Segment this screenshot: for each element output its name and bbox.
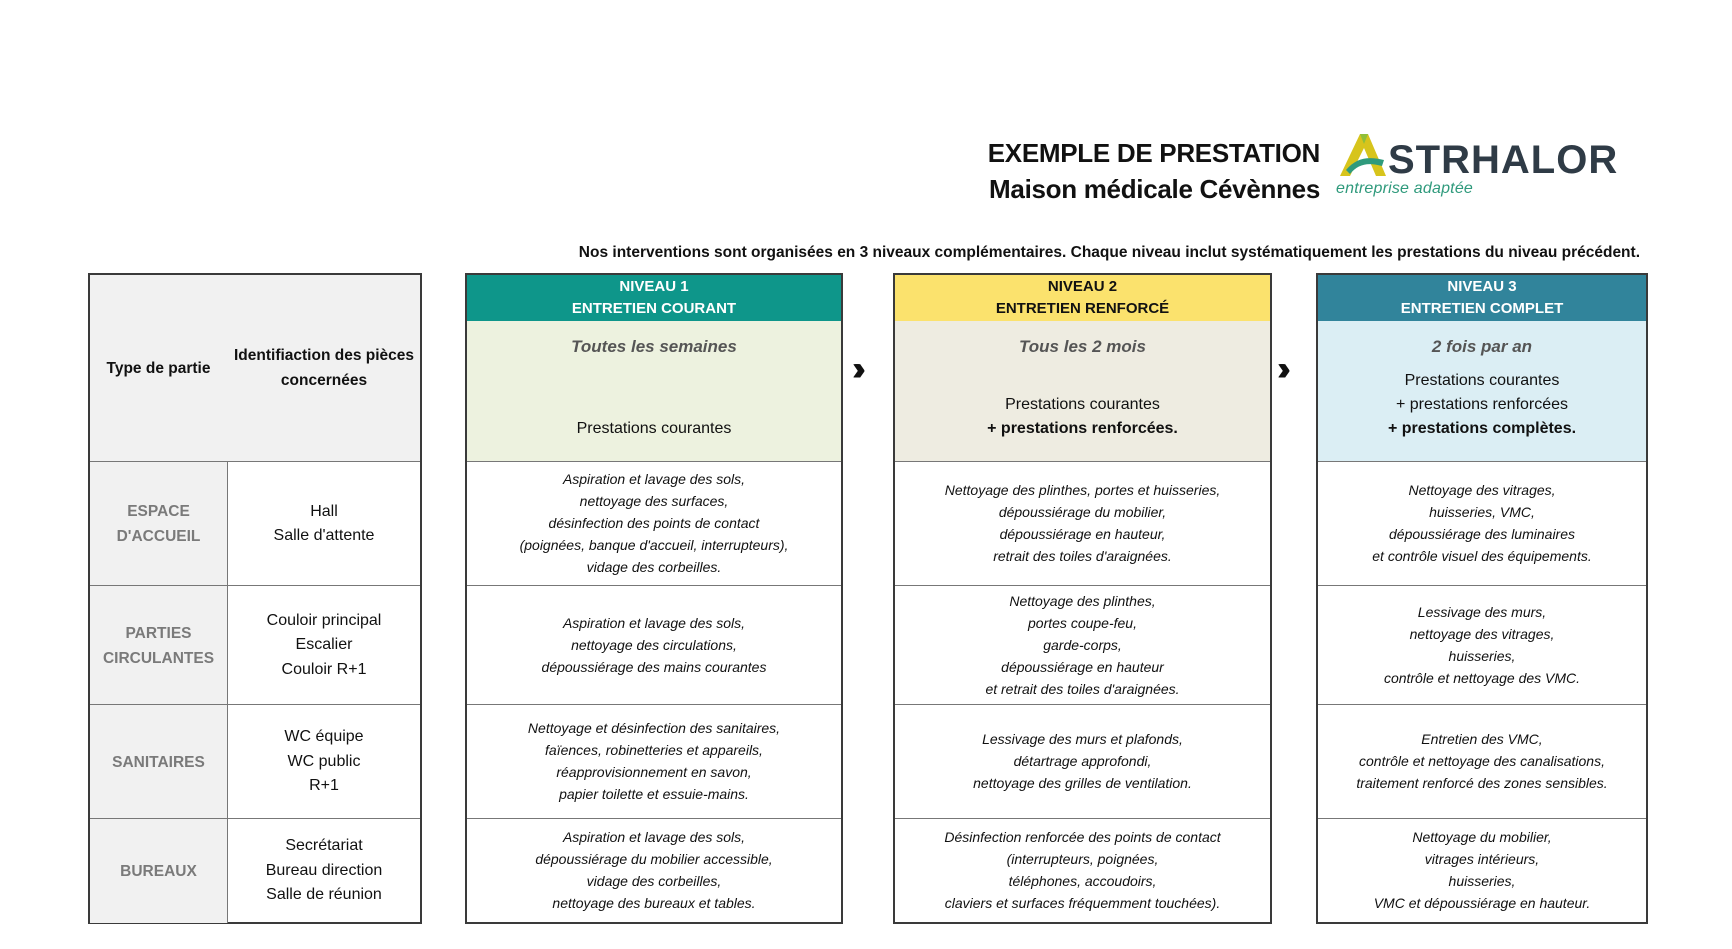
task-line: nettoyage des surfaces, — [579, 493, 729, 509]
header-rooms-label-1: Identifiaction des pièces — [233, 347, 415, 364]
task-line: VMC et dépoussiérage en hauteur. — [1373, 895, 1591, 911]
task-line: nettoyage des bureaux et tables. — [552, 895, 756, 911]
level-task-cell — [895, 818, 1270, 922]
intro-text: Nos interventions sont organisées en 3 niveaux complémentaires. Chaque niveau inclut systématiquement les prestations du niveau précédent. — [578, 244, 1640, 261]
parts-table — [88, 273, 422, 924]
level-header — [895, 275, 1270, 321]
header-rooms — [228, 275, 420, 461]
room-name: Bureau direction — [265, 861, 383, 879]
task-line: Aspiration et lavage des sols, — [562, 829, 746, 845]
level-task-cell — [467, 704, 841, 819]
task-line: Nettoyage du mobilier, — [1412, 829, 1552, 845]
level-task-cell — [1318, 461, 1646, 586]
task-line: désinfection des points de contact — [548, 515, 760, 531]
part-type-line: SANITAIRES — [112, 753, 205, 771]
task-line: retrait des toiles d'araignées. — [993, 548, 1172, 564]
prestation-line: Prestations courantes — [1404, 372, 1560, 389]
level-prestations — [1318, 369, 1646, 441]
logo-tagline: entreprise adaptée — [1336, 180, 1474, 197]
task-line: vidage des corbeilles, — [586, 873, 722, 889]
task-line: détartrage approfondi, — [1013, 753, 1152, 769]
task-line: réapprovisionnement en savon, — [556, 764, 752, 780]
task-line: huisseries, — [1448, 873, 1516, 889]
task-line: nettoyage des vitrages, — [1409, 625, 1555, 642]
level-frequency: Tous les 2 mois — [1019, 337, 1146, 356]
room-name: R+1 — [309, 777, 339, 795]
header-rooms-label-2: concernées — [280, 372, 368, 389]
prestation-line: Prestations courantes — [576, 420, 732, 437]
company-logo — [1336, 128, 1619, 208]
prestation-line: + prestations renforcées — [1395, 396, 1569, 413]
level-subtitle: ENTRETIEN COMPLET — [1400, 300, 1564, 317]
task-line: dépoussiérage des mains courantes — [541, 658, 767, 675]
task-line: et retrait des toiles d'araignées. — [985, 680, 1180, 697]
room-name: Couloir R+1 — [281, 660, 367, 678]
room-name: Salle de réunion — [266, 886, 382, 904]
task-line: traitement renforcé des zones sensibles. — [1356, 775, 1608, 791]
header-type-label: Type de partie — [106, 359, 211, 377]
level-prestations — [467, 417, 841, 441]
document-title: EXEMPLE DE PRESTATION — [987, 138, 1320, 168]
part-type-line: BUREAUX — [120, 862, 197, 880]
level-task-cell — [467, 585, 841, 705]
room-name: Escalier — [295, 636, 353, 654]
arrow-right-icon: ››› — [852, 350, 856, 388]
task-line: portes coupe-feu, — [1028, 614, 1137, 631]
room-name: Secrétariat — [285, 837, 363, 855]
task-line: dépoussiérage du mobilier accessible, — [535, 851, 773, 867]
level-task-cell — [895, 585, 1270, 705]
task-line: huisseries, — [1448, 647, 1516, 664]
task-line: papier toilette et essuie-mains. — [559, 786, 749, 802]
level-name: NIVEAU 2 — [1047, 278, 1118, 295]
rooms-list — [228, 819, 420, 923]
task-line: (poignées, banque d'accueil, interrupteurs), — [519, 537, 789, 553]
task-line: Nettoyage des plinthes, — [1009, 592, 1156, 609]
logo-mark-icon — [1336, 130, 1392, 182]
rooms-list — [228, 462, 420, 586]
part-type-line: CIRCULANTES — [102, 649, 215, 667]
part-type-line: ESPACE — [127, 503, 190, 520]
header-type — [90, 275, 227, 461]
level-summary — [895, 321, 1270, 462]
part-type — [90, 462, 228, 586]
level-header — [1318, 275, 1646, 321]
task-line: garde-corps, — [1043, 636, 1122, 653]
task-line: Aspiration et lavage des sols, — [562, 471, 746, 487]
prestation-line: Prestations courantes — [1005, 396, 1160, 413]
task-line: Lessivage des murs, — [1417, 603, 1547, 620]
part-type — [90, 705, 228, 819]
task-line: téléphones, accoudoirs, — [1008, 873, 1157, 889]
level-subtitle: ENTRETIEN COURANT — [571, 300, 737, 317]
room-name: Couloir principal — [266, 611, 382, 629]
part-type-line: PARTIES — [125, 624, 192, 642]
prestation-line-bold: + prestations complètes. — [1387, 420, 1577, 437]
level-3-column — [1316, 273, 1648, 924]
level-header — [467, 275, 841, 321]
level-frequency: 2 fois par an — [1431, 337, 1533, 356]
part-type — [90, 819, 228, 923]
level-task-cell — [467, 818, 841, 922]
room-name: WC public — [287, 752, 361, 770]
level-name: NIVEAU 1 — [619, 278, 689, 295]
task-line: (interrupteurs, poignées, — [1006, 851, 1159, 867]
level-task-cell — [1318, 704, 1646, 819]
room-name: WC équipe — [284, 728, 364, 746]
level-name: NIVEAU 3 — [1447, 278, 1517, 295]
level-task-cell — [895, 461, 1270, 586]
task-line: nettoyage des circulations, — [571, 636, 737, 653]
task-line: Nettoyage et désinfection des sanitaires, — [527, 720, 781, 736]
level-task-cell — [1318, 818, 1646, 922]
task-line: contrôle et nettoyage des canalisations, — [1359, 753, 1605, 769]
prestation-line-bold: + prestations renforcées. — [987, 420, 1178, 437]
level-task-cell — [467, 461, 841, 586]
task-line: Nettoyage des plinthes, portes et huisseries, — [944, 482, 1221, 498]
table-row — [90, 818, 420, 923]
part-type-line: D'ACCUEIL — [116, 528, 201, 545]
level-2-column — [893, 273, 1272, 924]
task-line: Désinfection renforcée des points de contact — [944, 829, 1221, 845]
task-line: dépoussiérage des luminaires — [1389, 526, 1575, 542]
task-line: faïences, robinetteries et appareils, — [545, 742, 763, 758]
task-line: huisseries, VMC, — [1429, 504, 1535, 520]
task-line: Aspiration et lavage des sols, — [562, 614, 746, 631]
table-row — [90, 461, 420, 586]
task-line: Nettoyage des vitrages, — [1408, 482, 1556, 498]
rooms-list — [228, 705, 420, 819]
level-1-column — [465, 273, 843, 924]
table-row — [90, 704, 420, 819]
table-header-row — [90, 275, 420, 461]
task-line: claviers et surfaces fréquemment touchées). — [944, 895, 1221, 911]
level-summary — [467, 321, 841, 462]
table-row — [90, 585, 420, 705]
task-line: vitrages intérieurs, — [1424, 851, 1540, 867]
task-line: et contrôle visuel des équipements. — [1372, 548, 1592, 564]
document-subtitle: Maison médicale Cévènnes — [989, 174, 1320, 204]
task-line: Entretien des VMC, — [1421, 731, 1543, 747]
rooms-list — [228, 586, 420, 705]
level-task-cell — [1318, 585, 1646, 705]
task-line: dépoussiérage en hauteur, — [999, 526, 1166, 542]
level-prestations — [895, 393, 1270, 441]
task-line: dépoussiérage en hauteur — [1001, 658, 1164, 675]
level-frequency: Toutes les semaines — [571, 337, 737, 356]
level-task-cell — [895, 704, 1270, 819]
level-summary — [1318, 321, 1646, 462]
task-line: contrôle et nettoyage des VMC. — [1383, 669, 1581, 686]
task-line: nettoyage des grilles de ventilation. — [973, 775, 1192, 791]
task-line: dépoussiérage du mobilier, — [998, 504, 1167, 520]
part-type — [90, 586, 228, 705]
arrow-right-icon: ››› — [1277, 350, 1281, 388]
logo-wordmark: STRHALOR — [1388, 138, 1619, 182]
room-name: Salle d'attente — [273, 527, 375, 544]
level-subtitle: ENTRETIEN RENFORCÉ — [995, 300, 1170, 317]
task-line: Lessivage des murs et plafonds, — [982, 731, 1183, 747]
task-line: vidage des corbeilles. — [586, 559, 722, 575]
room-name: Hall — [310, 502, 338, 520]
